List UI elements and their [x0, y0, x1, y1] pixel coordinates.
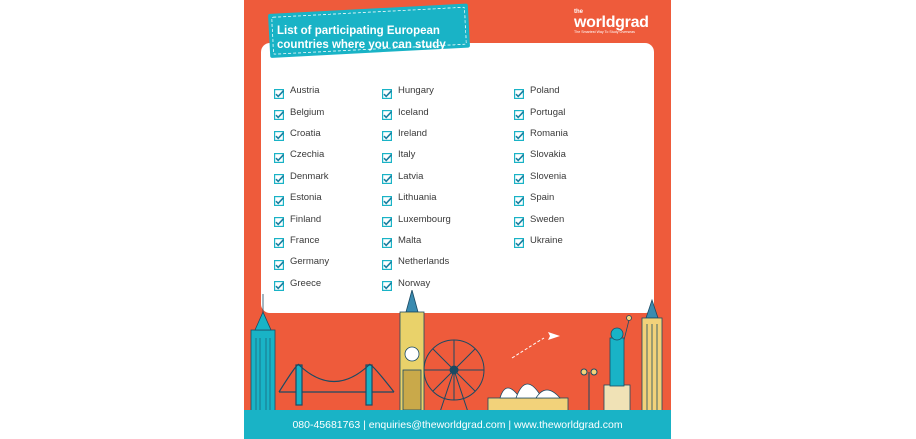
country-name: Slovenia: [530, 170, 567, 182]
country-name: Norway: [398, 277, 431, 289]
checked-box-icon: [514, 235, 524, 245]
country-name: Portugal: [530, 106, 566, 118]
country-item: [382, 123, 451, 144]
country-name: Sweden: [530, 213, 565, 225]
checked-box-icon: [382, 235, 392, 245]
country-name: Poland: [530, 85, 560, 97]
checked-box-icon: [514, 171, 524, 181]
country-item: [274, 208, 329, 229]
country-name: Austria: [290, 85, 320, 97]
country-name: Romania: [530, 127, 569, 139]
country-item: [514, 208, 568, 229]
country-name: Czechia: [290, 149, 325, 161]
country-name: Slovakia: [530, 149, 566, 161]
country-name: Ukraine: [530, 234, 563, 246]
country-item: [382, 187, 451, 208]
country-name: Malta: [398, 234, 422, 246]
country-name: Greece: [290, 277, 322, 289]
country-item: [274, 187, 329, 208]
country-item: [274, 80, 329, 101]
brand-logo: [574, 9, 664, 35]
checked-box-icon: [274, 193, 284, 203]
brand-tagline: The Smartest Way To Study Overseas: [574, 30, 635, 34]
checked-box-icon: [514, 150, 524, 160]
checked-box-icon: [382, 86, 392, 96]
lamp-post-icon: [581, 369, 597, 415]
country-item: [382, 101, 451, 122]
checked-box-icon: [382, 257, 392, 267]
checked-box-icon: [382, 107, 392, 117]
country-name: Iceland: [398, 106, 429, 118]
checked-box-icon: [274, 150, 284, 160]
country-item: [514, 123, 568, 144]
country-item: [382, 230, 451, 251]
country-name: Netherlands: [398, 256, 450, 268]
country-item: [514, 187, 568, 208]
country-name: Latvia: [398, 170, 424, 182]
checked-box-icon: [382, 193, 392, 203]
checked-box-icon: [382, 171, 392, 181]
country-item: [382, 208, 451, 229]
checked-box-icon: [274, 128, 284, 138]
country-item: [514, 230, 568, 251]
country-item: [274, 230, 329, 251]
country-name: Spain: [530, 192, 555, 204]
ferris-wheel-icon: [424, 340, 484, 415]
contact-footer: 080-45681763 | enquiries@theworldgrad.com | www.theworldgrad.com: [244, 410, 671, 439]
country-name: Hungary: [398, 85, 434, 97]
checked-box-icon: [274, 257, 284, 267]
country-item: [514, 101, 568, 122]
country-item: [382, 166, 451, 187]
country-item: [274, 144, 329, 165]
checked-box-icon: [274, 278, 284, 288]
clock-tower-icon: [400, 290, 424, 415]
country-name: Luxembourg: [398, 213, 451, 225]
country-name: Estonia: [290, 192, 322, 204]
country-item: [274, 101, 329, 122]
country-name: Ireland: [398, 127, 428, 139]
checked-box-icon: [514, 193, 524, 203]
checked-box-icon: [514, 86, 524, 96]
checked-box-icon: [514, 128, 524, 138]
country-item: [274, 123, 329, 144]
statue-icon: [604, 316, 632, 416]
checked-box-icon: [274, 235, 284, 245]
country-name: France: [290, 234, 320, 246]
checked-box-icon: [274, 107, 284, 117]
country-name: Denmark: [290, 170, 329, 182]
country-item: [274, 166, 329, 187]
country-name: Lithuania: [398, 192, 437, 204]
country-name: Finland: [290, 213, 322, 225]
checked-box-icon: [274, 214, 284, 224]
skyscraper-icon: [251, 294, 275, 415]
checked-box-icon: [382, 150, 392, 160]
landmark-skyline-illustration: [244, 290, 671, 415]
country-item: [514, 80, 568, 101]
checked-box-icon: [382, 214, 392, 224]
country-item: [274, 251, 329, 272]
country-column-1: [274, 80, 329, 294]
country-name: Belgium: [290, 106, 325, 118]
airplane-icon: [512, 332, 560, 358]
brand-name: worldgrad: [574, 14, 649, 31]
poster: [244, 0, 671, 439]
country-name: Croatia: [290, 127, 321, 139]
tall-building-icon: [642, 300, 662, 415]
country-item: [382, 144, 451, 165]
checked-box-icon: [514, 214, 524, 224]
bridge-icon: [279, 364, 394, 405]
country-item: [382, 80, 451, 101]
country-column-3: [514, 80, 568, 251]
country-column-2: [382, 80, 451, 294]
checked-box-icon: [382, 128, 392, 138]
checked-box-icon: [382, 278, 392, 288]
checked-box-icon: [514, 107, 524, 117]
brand-prefix: the: [574, 9, 583, 15]
checked-box-icon: [274, 86, 284, 96]
country-item: [514, 166, 568, 187]
country-name: Germany: [290, 256, 330, 268]
country-item: [514, 144, 568, 165]
country-name: Italy: [398, 149, 416, 161]
poster-title: List of participating European countries where you can study: [277, 25, 446, 51]
checked-box-icon: [274, 171, 284, 181]
country-item: [382, 251, 451, 272]
